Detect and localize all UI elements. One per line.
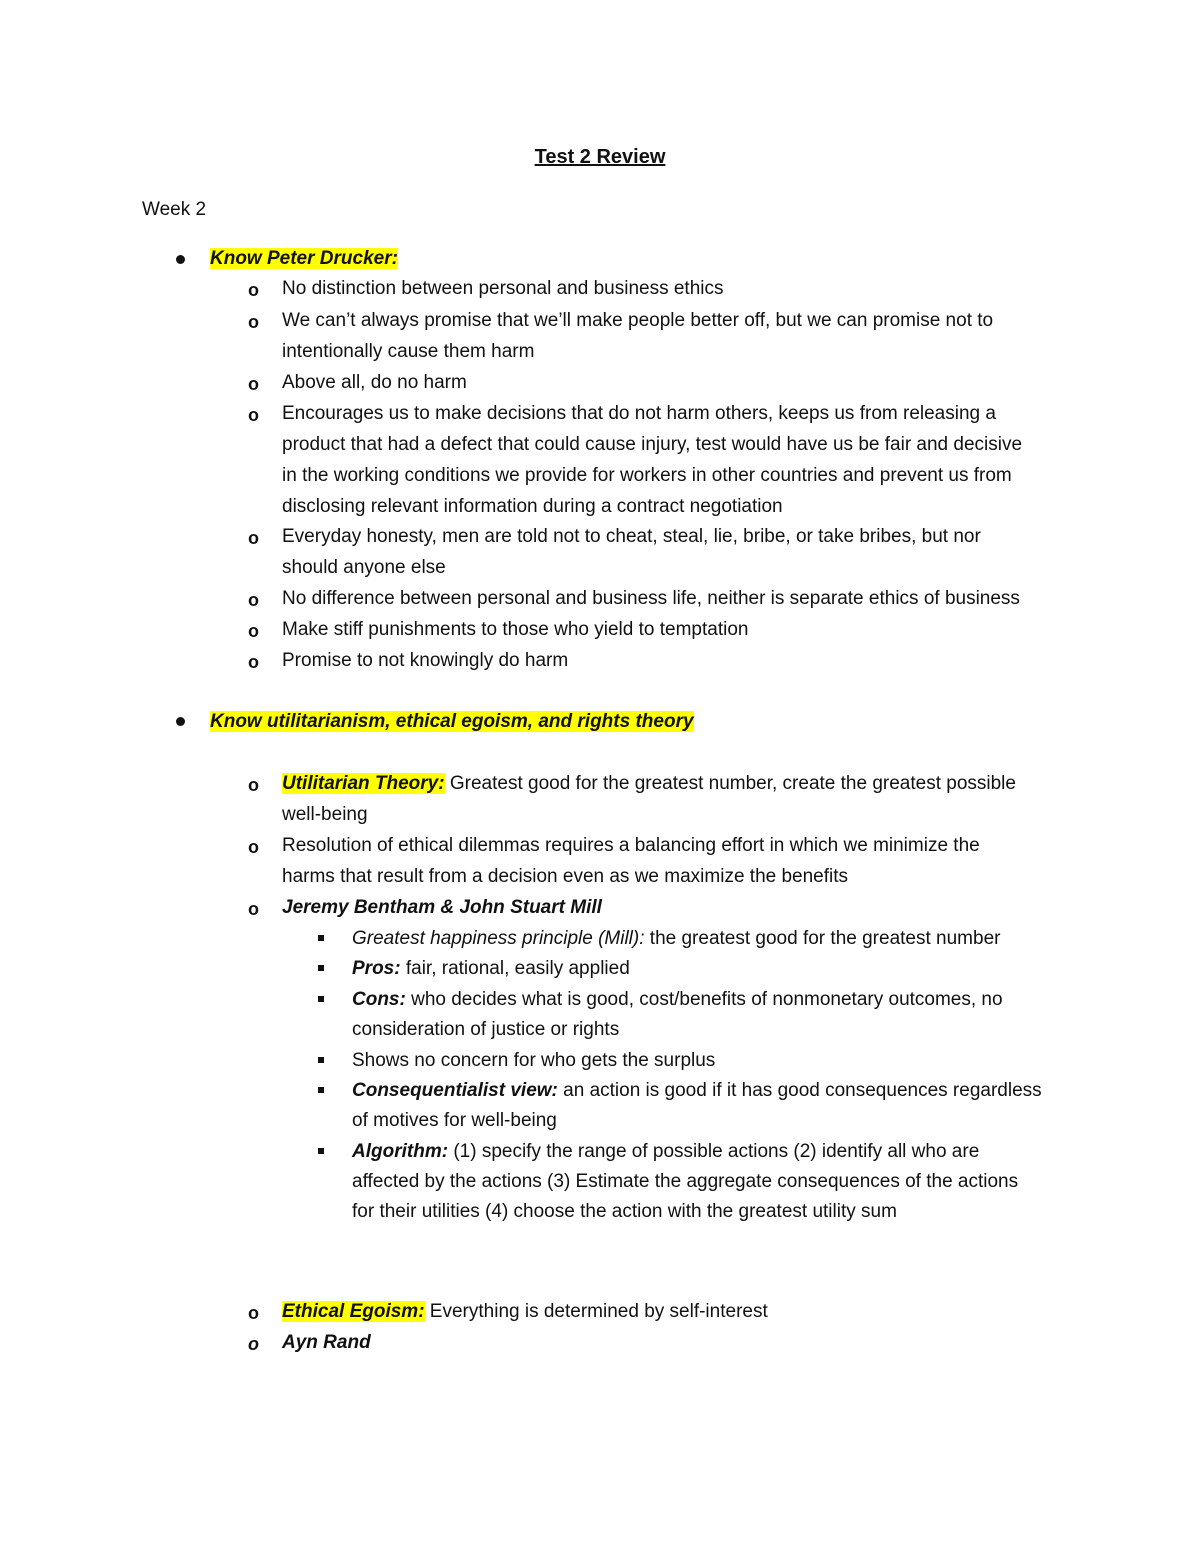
circle-bullet-icon: o bbox=[248, 621, 259, 641]
list-item: We can’t always promise that we’ll make people better off, but we can promise not to bbox=[282, 310, 994, 331]
circle-bullet-icon: o bbox=[248, 280, 259, 300]
sub-item-cons: Cons: who decides what is good, cost/benefits of nonmonetary outcomes, no bbox=[352, 989, 1003, 1010]
list-item: Promise to not knowingly do harm bbox=[282, 650, 569, 671]
circle-bullet-icon: o bbox=[248, 312, 259, 332]
list-item-continuation: product that had a defect that could cause injury, test would have us be fair and decisive bbox=[282, 434, 1023, 455]
square-bullet-icon bbox=[318, 935, 324, 941]
bullet-dot-icon bbox=[176, 255, 185, 264]
circle-bullet-icon: o bbox=[248, 837, 259, 857]
sub-item-consequentialist: Consequentialist view: an action is good if it has good consequences regardless bbox=[352, 1080, 1042, 1101]
circle-bullet-icon: o bbox=[248, 405, 259, 425]
list-item: Above all, do no harm bbox=[282, 372, 467, 393]
list-item: Make stiff punishments to those who yield to temptation bbox=[282, 619, 749, 640]
list-item-continuation: disclosing relevant information during a contract negotiation bbox=[282, 496, 783, 517]
section-heading-drucker: Know Peter Drucker: bbox=[210, 248, 398, 269]
page-title: Test 2 Review bbox=[534, 146, 666, 168]
utilitarian-label: Utilitarian Theory: bbox=[282, 773, 445, 794]
square-bullet-icon bbox=[318, 1087, 324, 1093]
sub-item-continuation: for their utilities (4) choose the action with the greatest utility sum bbox=[352, 1201, 897, 1222]
circle-bullet-icon: o bbox=[248, 652, 259, 672]
list-item: Everyday honesty, men are told not to cheat, steal, lie, bribe, or take bribes, but nor bbox=[282, 526, 981, 547]
egoism-label: Ethical Egoism: bbox=[282, 1301, 425, 1322]
circle-bullet-icon: o bbox=[248, 528, 259, 548]
sub-item-ghp: Greatest happiness principle (Mill): the greatest good for the greatest number bbox=[352, 928, 1001, 949]
list-item-continuation: harms that result from a decision even as we maximize the benefits bbox=[282, 866, 849, 887]
list-item-egoism: Ethical Egoism: Everything is determined by self-interest bbox=[282, 1301, 768, 1322]
list-item-continuation: intentionally cause them harm bbox=[282, 341, 535, 362]
sub-item-continuation: of motives for well-being bbox=[352, 1110, 557, 1131]
square-bullet-icon bbox=[318, 965, 324, 971]
list-item-rand: Ayn Rand bbox=[282, 1332, 371, 1353]
sub-item-continuation: consideration of justice or rights bbox=[352, 1019, 620, 1040]
list-item: Encourages us to make decisions that do not harm others, keeps us from releasing a bbox=[282, 403, 996, 424]
square-bullet-icon bbox=[318, 996, 324, 1002]
circle-bullet-icon: o bbox=[248, 775, 259, 795]
list-item: No difference between personal and business life, neither is separate ethics of business bbox=[282, 588, 1020, 609]
list-item-bentham: Jeremy Bentham & John Stuart Mill bbox=[282, 897, 602, 918]
list-item-continuation: in the working conditions we provide for workers in other countries and prevent us from bbox=[282, 465, 1012, 486]
list-item: Resolution of ethical dilemmas requires a balancing effort in which we minimize the bbox=[282, 835, 980, 856]
sub-item-algorithm: Algorithm: (1) specify the range of possible actions (2) identify all who are bbox=[352, 1141, 980, 1162]
sub-item-continuation: affected by the actions (3) Estimate the aggregate consequences of the actions bbox=[352, 1171, 1019, 1192]
sub-item-surplus: Shows no concern for who gets the surplus bbox=[352, 1050, 716, 1071]
sub-item-pros: Pros: fair, rational, easily applied bbox=[352, 958, 630, 979]
circle-bullet-icon: o bbox=[248, 1303, 259, 1323]
circle-bullet-icon: o bbox=[248, 899, 259, 919]
circle-bullet-icon: o bbox=[248, 374, 259, 394]
list-item: No distinction between personal and business ethics bbox=[282, 278, 724, 299]
list-item-continuation: should anyone else bbox=[282, 557, 446, 578]
section-heading-theories: Know utilitarianism, ethical egoism, and rights theory bbox=[210, 711, 694, 732]
bullet-dot-icon bbox=[176, 717, 185, 726]
list-item-continuation: well-being bbox=[282, 804, 368, 825]
circle-bullet-icon: o bbox=[248, 590, 259, 610]
square-bullet-icon bbox=[318, 1057, 324, 1063]
list-item-utilitarian: Utilitarian Theory: Greatest good for the greatest number, create the greatest possible bbox=[282, 773, 1016, 794]
circle-bullet-icon: o bbox=[248, 1334, 259, 1354]
week-label: Week 2 bbox=[142, 199, 207, 220]
square-bullet-icon bbox=[318, 1148, 324, 1154]
